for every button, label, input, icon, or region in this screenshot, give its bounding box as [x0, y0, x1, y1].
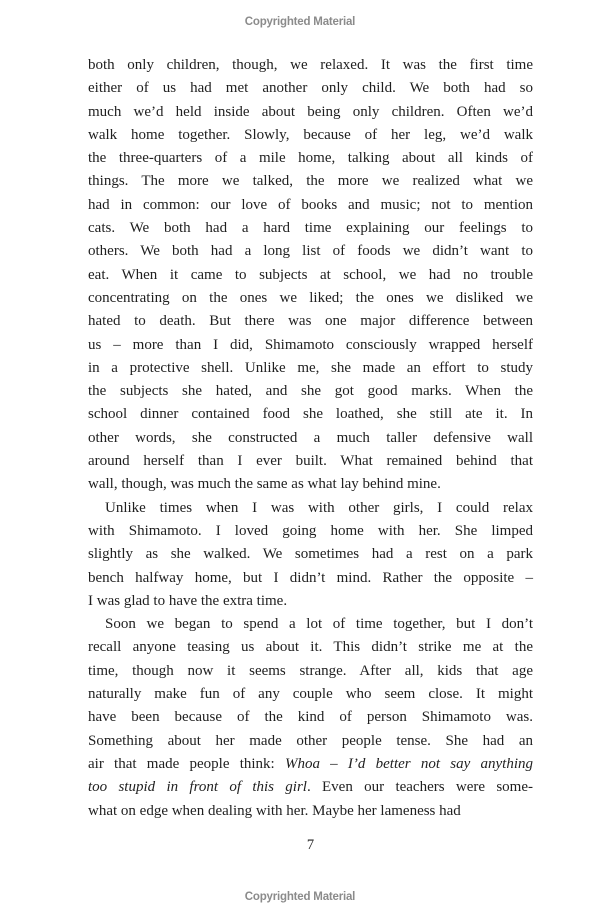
- text-run: in a protective shell. Unlike me, she made an effort to study: [88, 359, 533, 376]
- text-run: much we’d held inside about being only children. Often we’d: [88, 103, 533, 120]
- text-run: others. We both had a long list of foods we didn’t want to: [88, 243, 533, 260]
- text-line: [88, 753, 533, 776]
- text-run: the subjects she hated, and she got good marks. When the: [88, 383, 533, 400]
- text-line: [88, 497, 533, 520]
- text-run: school dinner contained food she loathed, she still ate it. In: [88, 406, 533, 423]
- text-run: recall anyone teasing us about it. This didn’t strike me at the: [88, 639, 533, 656]
- text-line: [88, 450, 533, 473]
- text-run: with Shimamoto. I loved going home with her. She limped: [88, 522, 533, 539]
- text-line: [88, 543, 533, 566]
- copyright-banner-top: Copyrighted Material: [244, 16, 356, 28]
- text-run: both only children, though, we relaxed. It was the first time: [88, 57, 533, 73]
- text-run: concentrating on the ones we liked; the ones we disliked we: [88, 289, 533, 306]
- text-run: either of us had met another only child. We both had so: [88, 80, 533, 97]
- text-line: [88, 520, 533, 543]
- paragraph-1: [88, 54, 533, 497]
- text-run: other words, she constructed a much taller defensive wall: [88, 429, 533, 446]
- text-run: Something about her made other people tense. She had an: [88, 732, 533, 749]
- text-run: wall, though, was much the same as what lay behind mine.: [88, 476, 441, 493]
- text-line: [88, 287, 533, 310]
- text-line: [88, 613, 533, 636]
- text-line: [88, 124, 533, 147]
- text-run: Soon we began to spend a lot of time together, but I don’t: [105, 616, 533, 633]
- text-line: [88, 54, 533, 77]
- text-run: slightly as she walked. We sometimes had a rest on a park: [88, 546, 533, 563]
- text-line: [88, 683, 533, 706]
- text-line: [88, 567, 533, 590]
- text-run: walk home together. Slowly, because of her leg, we’d walk: [88, 126, 533, 143]
- text-line: [88, 334, 533, 357]
- text-run: the three-quarters of a mile home, talking about all kinds of: [88, 150, 533, 167]
- body-text: [88, 54, 533, 823]
- text-run: us – more than I did, Shimamoto consciously wrapped herself: [88, 336, 533, 353]
- text-run: cats. We both had a hard time explaining our feelings to: [88, 220, 533, 237]
- text-run: naturally make fun of any couple who seem close. It might: [88, 686, 533, 703]
- text-run: time, though now it seems strange. After all, kids that age: [88, 662, 533, 679]
- text-line: [88, 776, 533, 799]
- text-run: eat. When it came to subjects at school, we had no trouble: [88, 266, 533, 283]
- text-run: things. The more we talked, the more we realized what we: [88, 173, 533, 190]
- text-line: [88, 101, 533, 124]
- copyright-banner-bottom: Copyrighted Material: [244, 891, 356, 903]
- text-run: hated to death. But there was one major difference between: [88, 313, 533, 330]
- text-run: I was glad to have the extra time.: [88, 592, 288, 609]
- text-run: Unlike times when I was with other girls, I could relax: [105, 499, 533, 516]
- text-line: [88, 730, 533, 753]
- text-line: [88, 380, 533, 403]
- text-line: [88, 240, 533, 263]
- page-number: 7: [306, 837, 315, 853]
- text-line: [88, 170, 533, 193]
- text-run: around herself than I ever built. What remained behind that: [88, 453, 533, 470]
- text-line: [88, 660, 533, 683]
- text-line: [88, 264, 533, 287]
- text-run: . Even our teachers were some-: [306, 779, 533, 796]
- text-line: [88, 590, 533, 613]
- text-line: [88, 800, 533, 823]
- text-line: [88, 194, 533, 217]
- text-run: bench halfway home, but I didn’t mind. Rather the opposite –: [88, 569, 533, 586]
- paragraph-2: [88, 497, 533, 613]
- text-run: have been because of the kind of person Shimamoto was.: [88, 709, 533, 726]
- text-line: [88, 427, 533, 450]
- text-line: [88, 473, 533, 496]
- text-line: [88, 310, 533, 333]
- text-line: [88, 77, 533, 100]
- text-line: [88, 706, 533, 729]
- text-line: [88, 636, 533, 659]
- text-run: had in common: our love of books and music; not to mention: [88, 196, 533, 213]
- text-run: air that made people think:: [88, 755, 285, 772]
- text-line: [88, 357, 533, 380]
- text-run: what on edge when dealing with her. Maybe her lameness had: [88, 802, 461, 819]
- text-line: [88, 217, 533, 240]
- text-line: [88, 147, 533, 170]
- paragraph-3: [88, 613, 533, 823]
- italic-text: Whoa – I’d better not say anything: [284, 755, 533, 772]
- text-line: [88, 403, 533, 426]
- italic-text: too stupid in front of this girl: [88, 779, 307, 796]
